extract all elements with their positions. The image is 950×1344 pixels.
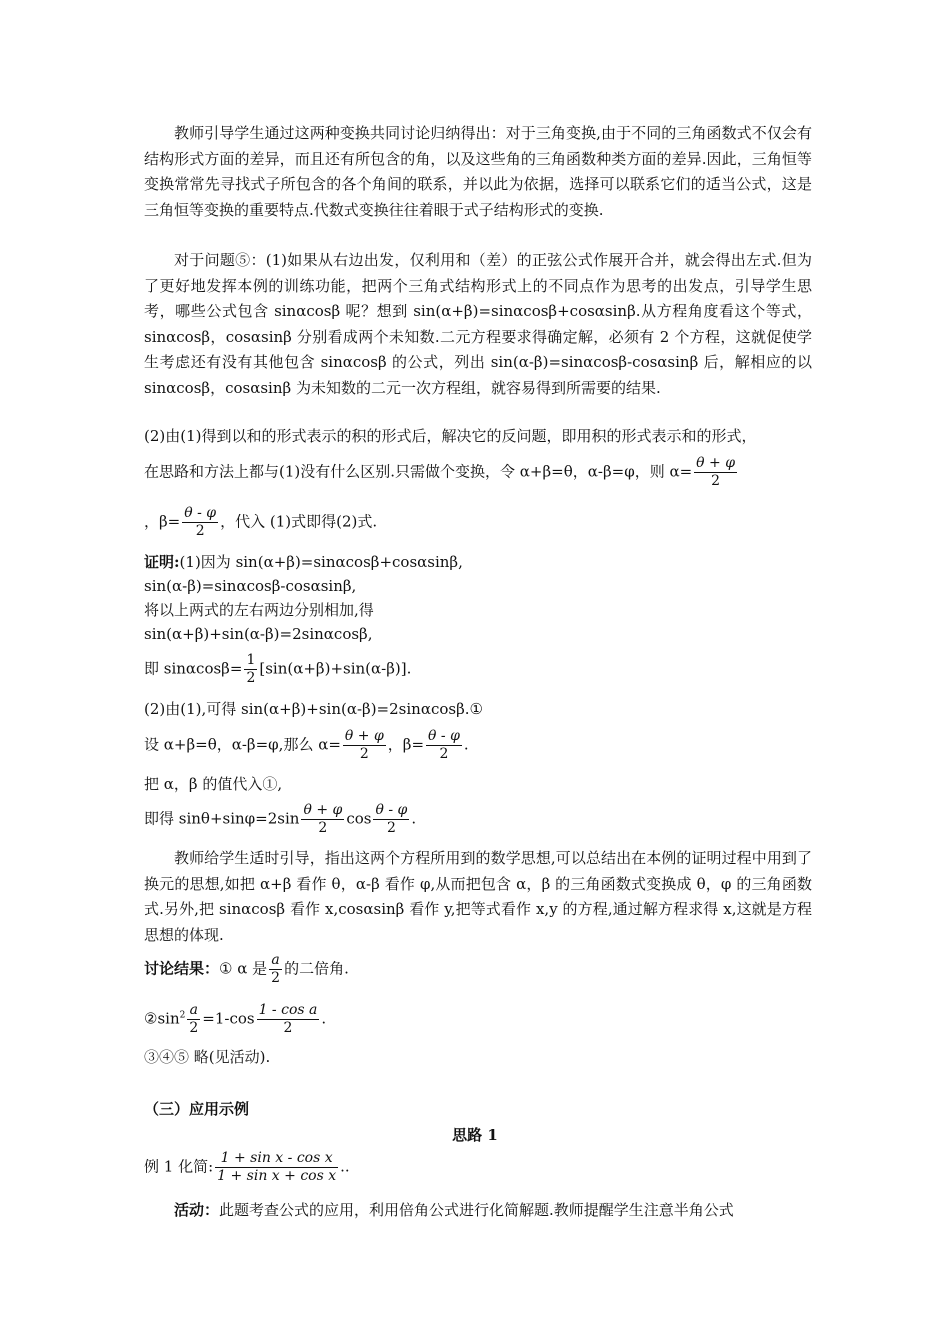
fraction-theta-plus-phi	[301, 802, 344, 837]
fraction-numerator: 1 - cos a	[258, 1002, 318, 1018]
proof-line-1	[144, 551, 463, 573]
proof-line-5	[144, 652, 411, 687]
part2-text-c: ，代入 (1)式即得(2)式.	[220, 512, 378, 531]
activity-line	[174, 1199, 734, 1221]
superscript-two: 2	[179, 1010, 186, 1021]
fraction-theta-minus-phi	[426, 728, 462, 763]
fraction-theta-plus-phi	[343, 728, 386, 763]
fraction-denominator: 2	[711, 473, 721, 489]
paragraph-part2-line3	[144, 505, 377, 540]
proof-line-8: 把 α，β 的值代入①,	[144, 775, 283, 793]
proof-text-5b: [sin(α+β)+sin(α-β)].	[259, 659, 412, 678]
section-title: （三）应用示例	[144, 1100, 250, 1118]
fraction-denominator: 2	[439, 746, 449, 762]
proof-text-9b: cos	[346, 809, 372, 828]
proof-text-1: (1)因为 sin(α+β)=sinαcosβ+cosαsinβ,	[179, 553, 463, 571]
result-text-1a: ① α 是	[219, 959, 268, 978]
fraction-denominator: 2	[318, 820, 328, 836]
result-line-3: ③④⑤ 略(见活动).	[144, 1048, 271, 1066]
fraction-one-half	[244, 652, 257, 687]
fraction-one-minus-cos	[257, 1002, 320, 1037]
proof-line-7	[144, 728, 469, 763]
result-line-1	[144, 952, 349, 987]
fraction-numerator: θ - φ	[375, 802, 408, 818]
fraction-numerator: θ + φ	[303, 802, 343, 818]
proof-text-5a: 即 sinαcosβ=	[144, 659, 243, 678]
fraction-numerator: 1 + sin x - cos x	[215, 1150, 338, 1168]
part2-text-a: 在思路和方法上都与(1)没有什么区别.只需做个变换，令 α+β=θ，α-β=φ，则 α=	[144, 462, 693, 481]
fraction-numerator: θ + φ	[696, 455, 736, 471]
fraction-denominator: 2	[195, 523, 205, 539]
proof-text-7b: ，β=	[387, 735, 425, 754]
fraction-numerator: θ - φ	[428, 728, 460, 744]
subtitle-approach: 思路 1	[452, 1126, 498, 1144]
part2-text-b: ，β=	[144, 512, 181, 531]
fraction-a-over-2	[187, 1002, 200, 1037]
fraction-denominator: 2	[359, 746, 369, 762]
result-label: 讨论结果：	[144, 959, 220, 978]
proof-line-2: sin(α-β)=sinαcosβ-cosαsinβ,	[144, 577, 357, 595]
fraction-denominator: 2	[246, 670, 256, 686]
paragraph-induction: 教师引导学生通过这两种变换共同讨论归纳得出：对于三角变换,由于不同的三角函数式不仅会有结构形式方面的差异，而且还有所包含的角，以及这些角的三角函数种类方面的差异.因此，三角恒等变换常常先寻找式子所包含的各个角间的联系，并以此为依据，选择可以联系它们的适当公式，这是三角恒等变换的重要特点.代数式变换往往着眼于式子结构形式的变换.	[144, 124, 812, 219]
fraction-numerator: 1	[246, 652, 256, 668]
proof-text-9a: 即得 sinθ+sinφ=2sin	[144, 809, 300, 828]
activity-label: 活动：	[174, 1201, 220, 1219]
fraction-denominator: 2	[271, 970, 281, 986]
example-1-line	[144, 1150, 350, 1185]
example-1-trailing: ..	[340, 1157, 350, 1176]
paragraph-teacher-guidance: 教师给学生适时引导，指出这两个方程所用到的数学思想,可以总结出在本例的证明过程中用到了换元的思想,如把 α+β 看作 θ，α-β 看作 φ,从而把包含 α，β 的三角函数式变换成 θ，φ 的三角函数式.另外,把 sinαcosβ 看作 x,cosαsinβ 看作 y,把等式看作 x,y 的方程,通过解方程求得 x,这就是方程思想的体现.	[144, 849, 812, 944]
proof-line-9	[144, 802, 416, 837]
result-text-2b: =1-cos	[202, 1009, 255, 1028]
proof-line-3: 将以上两式的左右两边分别相加,得	[144, 601, 374, 619]
paragraph-part2-line2	[144, 455, 739, 490]
proof-text-9c: .	[411, 809, 417, 828]
fraction-denominator: 2	[189, 1020, 199, 1036]
fraction-numerator: θ + φ	[344, 728, 384, 744]
proof-text-7c: .	[463, 735, 469, 754]
fraction-numerator: a	[187, 1002, 200, 1020]
proof-line-6: (2)由(1),可得 sin(α+β)+sin(α-β)=2sinαcosβ.①	[144, 700, 483, 718]
proof-label: 证明:	[144, 553, 180, 571]
example-1-label: 例 1 化简:	[144, 1157, 214, 1176]
fraction-example-expression	[215, 1150, 338, 1185]
fraction-denominator: 2	[283, 1020, 293, 1036]
proof-text-7a: 设 α+β=θ，α-β=φ,那么 α=	[144, 735, 341, 754]
fraction-denominator: 2	[386, 820, 396, 836]
result-text-2a: ②sin	[144, 1009, 180, 1028]
proof-line-4: sin(α+β)+sin(α-β)=2sinαcosβ,	[144, 625, 373, 643]
fraction-theta-plus-phi	[694, 455, 737, 490]
paragraph-part2-line1: (2)由(1)得到以和的形式表示的积的形式后，解决它的反问题，即用积的形式表示和的形式，	[144, 427, 757, 445]
fraction-theta-minus-phi	[373, 802, 409, 837]
fraction-numerator: θ - φ	[184, 505, 217, 521]
activity-text: 此题考查公式的应用，利用倍角公式进行化简解题.教师提醒学生注意半角公式	[219, 1201, 734, 1219]
fraction-a-over-2	[269, 952, 282, 987]
paragraph-question5: 对于问题⑤：(1)如果从右边出发，仅利用和（差）的正弦公式作展开合并，就会得出左式.但为了更好地发挥本例的训练功能，把两个三角式结构形式上的不同点作为思考的出发点，引导学生思考，哪些公式包含 sinαcosβ 呢？想到 sin(α+β)=sinαcosβ+cosαsinβ.从方程角度看这个等式，sinαcosβ，cosαsinβ 分别看成两个未知数.二元方程要求得确定解，必须有 2 个方程，这就促使学生考虑还有没有其他包含 sinαcosβ 的公式，列出 sin(α-β)=sinαcosβ-cosαsinβ 后，解相应的以 sinαcosβ，cosαsinβ 为未知数的二元一次方程组，就容易得到所需要的结果.	[144, 251, 812, 397]
fraction-denominator: 1 + sin x + cos x	[217, 1168, 337, 1184]
fraction-theta-minus-phi	[182, 505, 218, 540]
fraction-numerator: a	[269, 952, 282, 970]
result-text-1b: 的二倍角.	[284, 959, 349, 978]
result-text-2c: .	[321, 1009, 327, 1028]
result-line-2	[144, 1002, 326, 1037]
